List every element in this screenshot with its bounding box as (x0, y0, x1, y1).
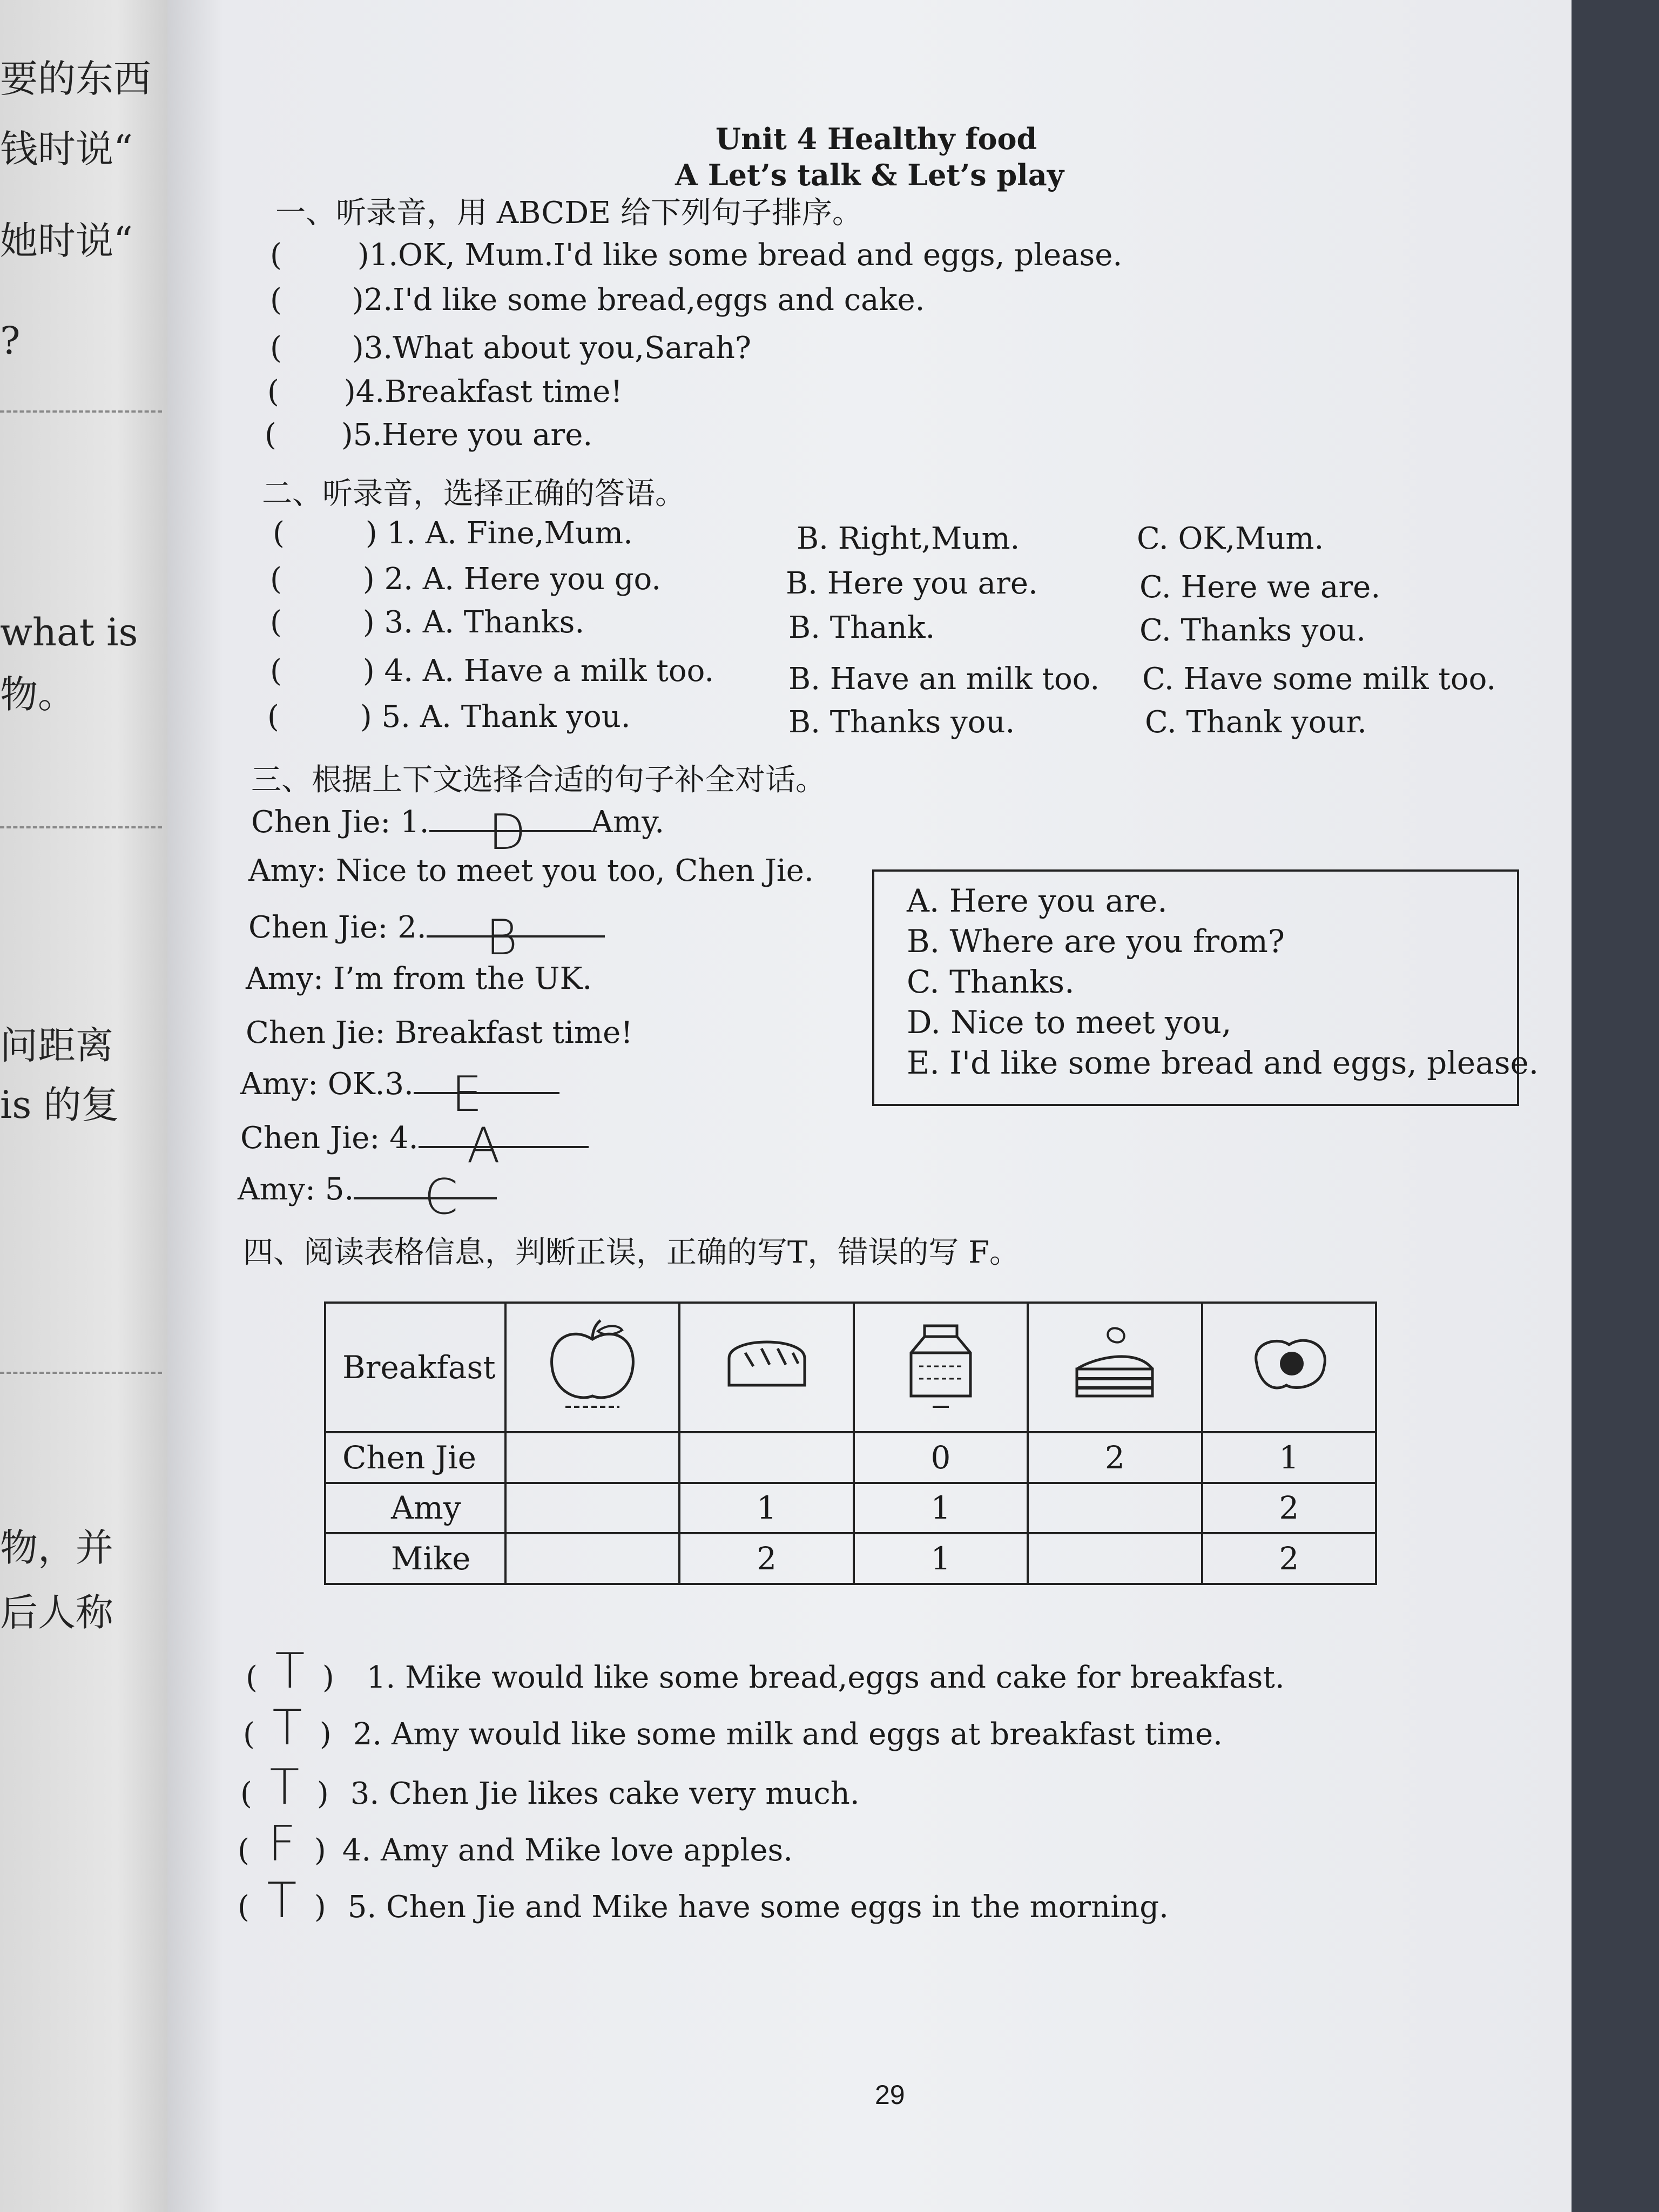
table-cell (505, 1432, 679, 1483)
left-dashed-line (0, 1372, 162, 1374)
egg-icon (1202, 1303, 1376, 1432)
section2-heading: 二、听录音，选择正确的答语。 (262, 476, 685, 511)
left-fragment: 物，并 (0, 1526, 113, 1570)
table-cell: 2 (1202, 1533, 1376, 1584)
handwritten-answer: F (267, 1816, 296, 1872)
table-cell: 0 (854, 1432, 1028, 1483)
table-header-label: Breakfast (325, 1303, 505, 1432)
option-b: B. Have an milk too. (788, 662, 1100, 697)
section3-heading: 三、根据上下文选择合适的句子补全对话。 (251, 763, 826, 798)
list-item: ( T ) 3. Chen Jie likes cake very much. (240, 1759, 860, 1816)
table-cell: 2 (1202, 1483, 1376, 1534)
list-item: ( ) 5. A. Thank you. (267, 699, 631, 734)
list-item: ( )3.What about you,Sarah? (270, 331, 751, 366)
dialogue-line: Amy: Nice to meet you too, Chen Jie. (248, 853, 814, 888)
section4-heading: 四、阅读表格信息，判断正误，正确的写T，错误的写 F。 (243, 1235, 1020, 1270)
page-number: 29 (875, 2080, 905, 2110)
dialogue-line: Amy: 5. C (238, 1172, 497, 1207)
section1-heading: 一、听录音，用 ABCDE 给下列句子排序。 (275, 195, 862, 231)
left-fragment: is 的复 (0, 1083, 119, 1127)
table-row (325, 1432, 1376, 1483)
list-item: ( ) 2. A. Here you go. (270, 562, 662, 597)
table-row (325, 1483, 1376, 1534)
handwritten-answer: D (488, 804, 526, 861)
bread-icon (679, 1303, 853, 1432)
option-item: C. Thanks. (907, 963, 1075, 1000)
handwritten-answer: C (424, 1169, 458, 1225)
dialogue-line: Amy: I’m from the UK. (246, 961, 592, 996)
left-fragment: ? (0, 319, 21, 363)
list-item: ( T ) 1. Mike would like some bread,eggs and cake for breakfast. (246, 1643, 1285, 1700)
table-row (325, 1533, 1376, 1584)
left-dashed-line (0, 410, 162, 413)
option-item: D. Nice to meet you, (907, 1004, 1232, 1041)
handwritten-answer: A (467, 1117, 501, 1174)
left-fragment: 钱时说“ (0, 127, 133, 171)
list-item: ( )2.I'd like some bread,eggs and cake. (270, 282, 925, 318)
option-item: B. Where are you from? (907, 923, 1285, 960)
table-cell: 1 (854, 1533, 1028, 1584)
handwritten-answer: T (267, 1872, 297, 1929)
dialogue-line: Chen Jie: 2. B (248, 910, 605, 945)
list-item: ( ) 3. A. Thanks. (270, 605, 585, 640)
table-cell (679, 1432, 853, 1483)
option-c: C. Thank your. (1145, 705, 1367, 740)
option-c: C. Here we are. (1139, 570, 1381, 605)
table-cell (505, 1533, 679, 1584)
left-page-edge (0, 0, 167, 2212)
cake-icon (1028, 1303, 1202, 1432)
handwritten-answer: T (272, 1700, 302, 1756)
breakfast-table (324, 1301, 1377, 1585)
table-cell (1028, 1483, 1202, 1534)
list-item: ( ) 4. A. Have a milk too. (270, 653, 714, 689)
left-dashed-line (0, 826, 162, 828)
list-item: ( T ) 2. Amy would like some milk and eggs at breakfast time. (243, 1700, 1223, 1756)
list-item: ( )5.Here you are. (265, 417, 593, 453)
list-item: ( T ) 5. Chen Jie and Mike have some eggs in the morning. (238, 1872, 1169, 1929)
left-fragment: 她时说“ (0, 219, 133, 263)
table-cell: 1 (854, 1483, 1028, 1534)
option-c: C. Thanks you. (1139, 613, 1366, 648)
option-item: A. Here you are. (907, 882, 1168, 919)
list-item: ( F ) 4. Amy and Mike love apples. (238, 1816, 793, 1872)
table-cell: 2 (1028, 1432, 1202, 1483)
apple-icon (505, 1303, 679, 1432)
table-cell (505, 1483, 679, 1534)
dialogue-line: Chen Jie: 1. D Amy. (251, 804, 665, 861)
table-cell: 1 (1202, 1432, 1376, 1483)
row-name: Mike (325, 1533, 505, 1584)
dialogue-line: Chen Jie: Breakfast time! (246, 1015, 633, 1050)
dialogue-line: Amy: OK.3. E (240, 1067, 559, 1102)
table-cell: 1 (679, 1483, 853, 1534)
handwritten-answer: T (275, 1643, 305, 1700)
page-title: Unit 4 Healthy food (716, 122, 1037, 156)
handwritten-answer: E (451, 1066, 482, 1123)
left-fragment: 后人称 (0, 1590, 113, 1635)
dialogue-line: Chen Jie: 4. A (240, 1121, 589, 1156)
list-item: ( )4.Breakfast time! (267, 374, 623, 409)
option-c: C. Have some milk too. (1142, 662, 1496, 697)
handwritten-answer: T (269, 1759, 300, 1816)
row-name: Chen Jie (325, 1432, 505, 1483)
list-item: ( )1.OK, Mum.I'd like some bread and eggs, please. (270, 238, 1123, 273)
left-fragment: 要的东西 (0, 57, 151, 101)
option-c: C. OK,Mum. (1137, 521, 1324, 556)
left-fragment: what is (0, 610, 138, 655)
option-b: B. Thank. (788, 610, 935, 645)
table-header-row (325, 1303, 1376, 1432)
table-cell: 2 (679, 1533, 853, 1584)
option-b: B. Thanks you. (788, 705, 1015, 740)
list-item: ( ) 1. A. Fine,Mum. (273, 516, 633, 551)
options-box (872, 869, 1539, 1106)
worksheet-page (167, 0, 1572, 2212)
handwritten-answer: B (485, 909, 518, 966)
option-b: B. Here you are. (786, 566, 1038, 601)
left-fragment: 问距离 (0, 1023, 113, 1068)
page-subtitle: A Let’s talk & Let’s play (675, 158, 1064, 192)
left-fragment: 物。 (0, 672, 76, 717)
milk-icon (854, 1303, 1028, 1432)
option-item: E. I'd like some bread and eggs, please. (907, 1044, 1539, 1081)
row-name: Amy (325, 1483, 505, 1534)
table-cell (1028, 1533, 1202, 1584)
option-b: B. Right,Mum. (797, 521, 1020, 556)
